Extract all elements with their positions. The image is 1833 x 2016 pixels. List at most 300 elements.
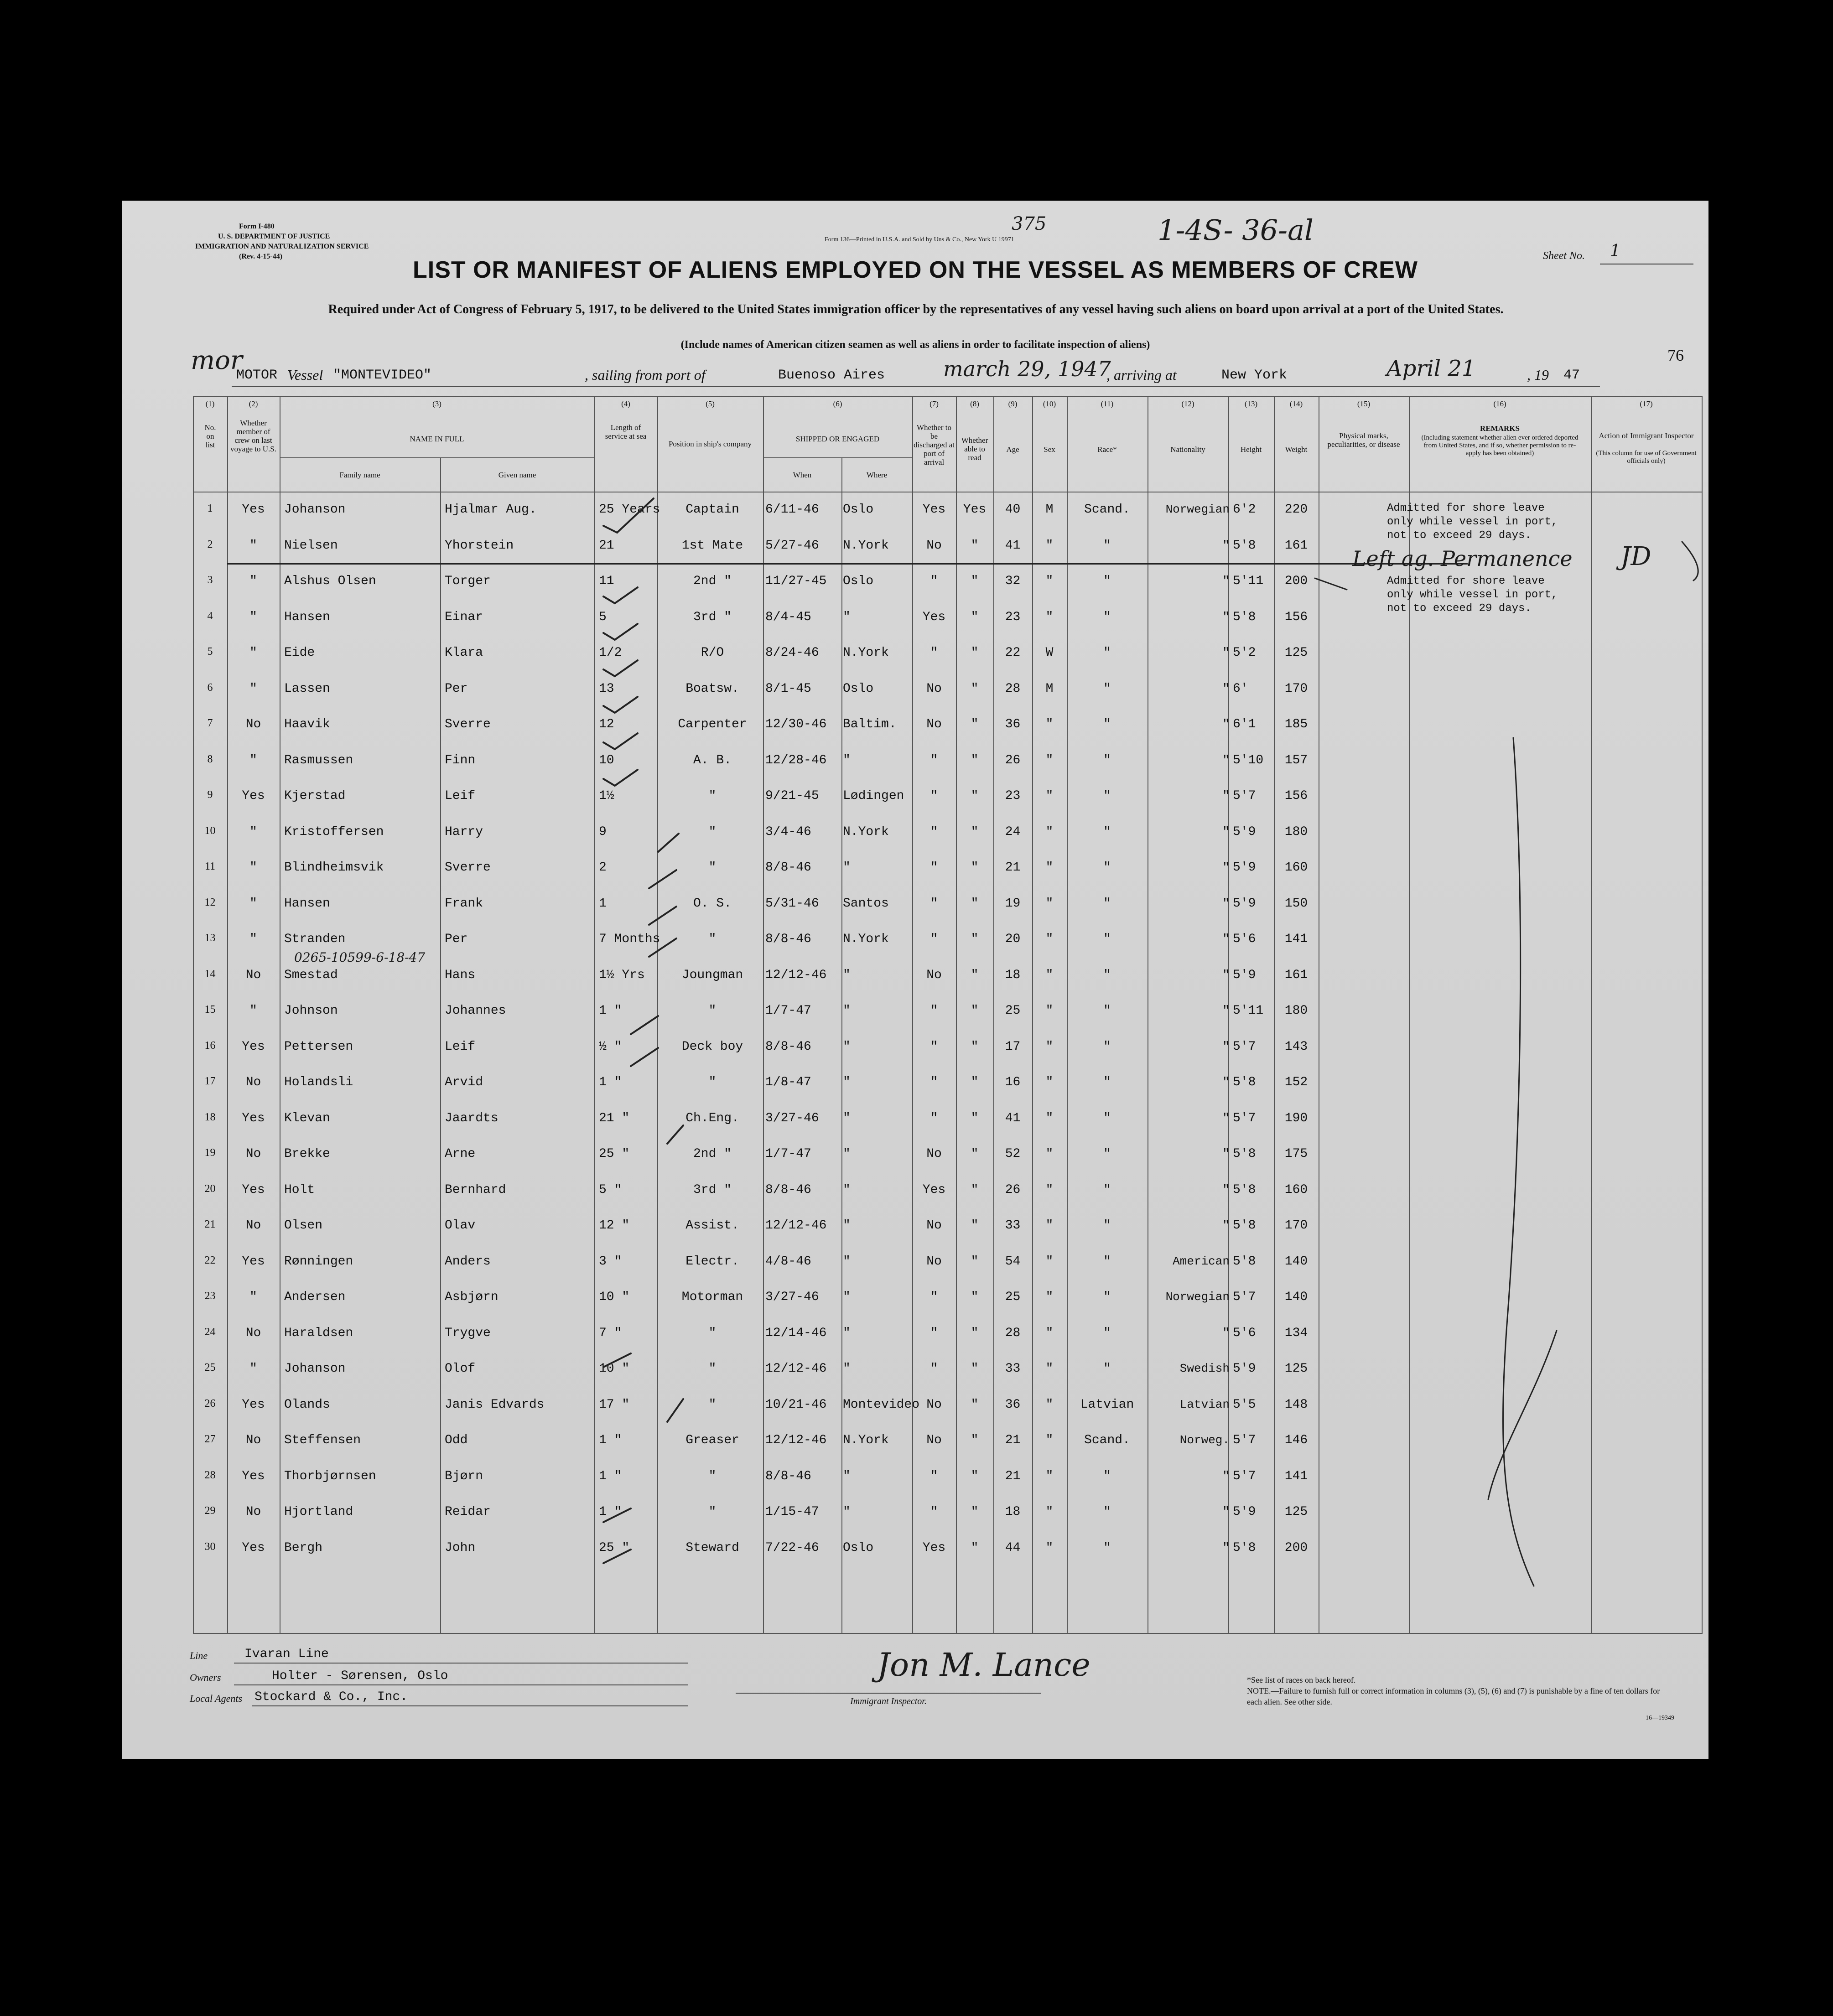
cell-row-number: 30	[204, 1540, 216, 1553]
cell-race: "	[1103, 824, 1111, 839]
cell-height: 5'7	[1233, 1039, 1256, 1054]
cell-age: 36	[1005, 717, 1021, 731]
sailing-label: , sailing from port of	[585, 367, 706, 383]
cell-last-voyage: Yes	[242, 1254, 265, 1269]
cell-sex: "	[1045, 860, 1054, 875]
cell-nationality: "	[1222, 1540, 1230, 1555]
crew-table	[193, 396, 1703, 1634]
cell-given-name: Trygve	[445, 1326, 491, 1340]
cell-race: Latvian	[1080, 1397, 1134, 1412]
cell-able-to-read: Yes	[963, 503, 987, 517]
cell-length-service: 25 "	[599, 1540, 630, 1555]
cell-discharged: "	[930, 932, 938, 946]
cell-given-name: Klara	[445, 646, 483, 660]
cell-row-number: 11	[204, 860, 216, 872]
cell-discharged: No	[926, 968, 942, 982]
cell-race: "	[1103, 968, 1111, 982]
cell-discharged: No	[926, 717, 942, 731]
cell-able-to-read: "	[971, 717, 979, 731]
cell-race: "	[1103, 1254, 1111, 1269]
include-note: (Include names of American citizen seamen as well as aliens in order to facilitate inspection of aliens)	[680, 339, 1150, 351]
cell-height: 5'7	[1233, 1111, 1256, 1125]
header-nationality: Nationality	[1170, 445, 1205, 454]
cell-shipped-when: 12/12-46	[765, 1433, 827, 1447]
cell-length-service: 5	[599, 610, 607, 624]
cell-family-name: Pettersen	[284, 1039, 353, 1054]
cell-family-name: Hansen	[284, 610, 330, 624]
cell-last-voyage: Yes	[242, 1182, 265, 1197]
col-num: (14)	[1289, 399, 1303, 408]
cell-length-service: 7 "	[599, 1326, 622, 1340]
cell-last-voyage: "	[249, 1004, 257, 1018]
cell-given-name: Harry	[445, 824, 483, 839]
cell-last-voyage: Yes	[242, 1540, 265, 1555]
cell-length-service: 1 "	[599, 1469, 622, 1483]
cell-last-voyage: No	[245, 717, 261, 731]
cell-sex: "	[1045, 1182, 1054, 1197]
cell-race: "	[1103, 1290, 1111, 1304]
cell-last-voyage: "	[249, 646, 257, 660]
cell-shipped-when: 12/28-46	[765, 753, 827, 767]
header-action-inspector: Action of Immigrant Inspector	[1599, 431, 1694, 440]
cell-length-service: 12	[599, 717, 614, 731]
cell-height: 5'7	[1233, 1433, 1256, 1447]
cell-length-service: 2	[599, 860, 607, 875]
cell-position: "	[708, 1469, 717, 1483]
cell-length-service: 17 "	[599, 1397, 630, 1412]
cell-shipped-where: Baltim.	[843, 717, 897, 731]
cell-age: 19	[1005, 896, 1021, 911]
cell-given-name: Leif	[445, 1039, 476, 1054]
cell-last-voyage: Yes	[242, 1039, 265, 1054]
cell-shipped-when: 12/12-46	[765, 968, 827, 982]
cell-sex: "	[1045, 1540, 1054, 1555]
col-num: (12)	[1181, 399, 1194, 408]
cell-age: 41	[1005, 1111, 1021, 1125]
cell-family-name: Johnson	[284, 1004, 338, 1018]
cell-sex: "	[1045, 1397, 1054, 1412]
header-length-service: Length of service at sea	[605, 423, 647, 441]
check-marks	[193, 396, 1703, 1634]
cell-age: 40	[1005, 503, 1021, 517]
cell-shipped-where: "	[843, 1111, 851, 1125]
cell-row-number: 10	[204, 824, 216, 837]
cell-race: "	[1103, 1075, 1111, 1089]
cell-shipped-when: 8/8-46	[765, 932, 811, 946]
cell-height: 6'	[1233, 681, 1248, 696]
cell-discharged: No	[926, 1433, 942, 1447]
cell-discharged: "	[930, 753, 938, 767]
cell-length-service: 1	[599, 896, 607, 911]
cell-discharged: No	[926, 1397, 942, 1412]
header-race: Race*	[1097, 445, 1117, 454]
cell-last-voyage: "	[249, 1362, 257, 1376]
cell-family-name: Brekke	[284, 1147, 330, 1161]
cell-shipped-where: Montevideo	[843, 1397, 920, 1412]
cell-nationality: "	[1222, 789, 1230, 803]
cell-given-name: Asbjørn	[445, 1290, 498, 1304]
cell-shipped-where: "	[843, 968, 851, 982]
cell-age: 23	[1005, 610, 1021, 624]
header-weight: Weight	[1285, 445, 1308, 454]
cell-length-service: 7 Months	[599, 932, 660, 946]
cell-last-voyage: "	[249, 610, 257, 624]
cell-position: R/O	[701, 646, 724, 660]
cell-nationality: "	[1222, 1326, 1230, 1340]
cell-age: 32	[1005, 574, 1021, 588]
cell-height: 6'1	[1233, 717, 1256, 731]
cell-race: "	[1103, 681, 1111, 696]
cell-given-name: Bernhard	[445, 1182, 506, 1197]
departure-date: march 29, 1947	[943, 357, 1111, 381]
col-num: (2)	[249, 399, 258, 408]
cell-weight: 220	[1284, 503, 1308, 517]
vessel-label: Vessel	[287, 367, 323, 383]
cell-race: "	[1103, 753, 1111, 767]
cell-position: Assist.	[685, 1218, 739, 1233]
cell-given-name: John	[445, 1540, 476, 1555]
cell-length-service: 10 "	[599, 1290, 630, 1304]
cell-discharged: "	[930, 1469, 938, 1483]
cell-discharged: "	[930, 646, 938, 660]
cell-nationality: Norweg.	[1179, 1433, 1230, 1447]
cell-given-name: Per	[445, 932, 468, 946]
cell-last-voyage: "	[249, 932, 257, 946]
cell-race: "	[1103, 1362, 1111, 1376]
cell-length-service: 21	[599, 538, 614, 553]
cell-length-service: 1 "	[599, 1075, 622, 1089]
cell-family-name: Olands	[284, 1397, 330, 1412]
cell-sex: "	[1045, 1004, 1054, 1018]
cell-able-to-read: "	[971, 1362, 979, 1376]
cell-nationality: "	[1222, 717, 1230, 731]
cell-sex: "	[1045, 1326, 1054, 1340]
cell-able-to-read: "	[971, 968, 979, 982]
page-number: 76	[1667, 346, 1684, 364]
cell-shipped-where: N.York	[843, 932, 889, 946]
form-number: Form I-480	[239, 223, 275, 230]
cell-given-name: Hjalmar Aug.	[445, 503, 537, 517]
cell-shipped-where: "	[843, 1505, 851, 1519]
cell-race: "	[1103, 538, 1111, 553]
cell-family-name: Bergh	[284, 1540, 323, 1555]
cell-able-to-read: "	[971, 789, 979, 803]
agents-value: Stockard & Co., Inc.	[254, 1690, 408, 1704]
year: 47	[1563, 368, 1580, 383]
remark-row1: Admitted for shore leave only while vessel in port, not to exceed 29 days.	[1387, 502, 1558, 542]
cell-length-service: 13	[599, 681, 614, 696]
cell-family-name: Steffensen	[284, 1433, 361, 1447]
cell-nationality: "	[1222, 1039, 1230, 1053]
cell-height: 5'8	[1233, 1540, 1256, 1555]
cell-nationality: "	[1222, 1469, 1230, 1483]
cell-shipped-where: N.York	[843, 538, 889, 553]
cell-last-voyage: "	[249, 753, 257, 767]
cell-position: "	[708, 789, 717, 803]
cell-position: Greaser	[685, 1433, 739, 1447]
cell-weight: 148	[1284, 1397, 1308, 1412]
cell-weight: 157	[1284, 753, 1308, 767]
cell-position: Joungman	[681, 968, 743, 982]
cell-weight: 125	[1284, 1505, 1308, 1519]
cell-row-number: 14	[204, 968, 216, 980]
inspector-initials: JD	[1620, 542, 1651, 571]
header-no-on-list: No. on list	[204, 423, 216, 449]
cell-family-name: Kjerstad	[284, 789, 346, 803]
cell-shipped-when: 12/12-46	[765, 1218, 827, 1233]
cell-weight: 161	[1284, 538, 1308, 553]
cell-row-number: 3	[207, 574, 213, 586]
cell-row-number: 12	[204, 896, 216, 908]
cell-position: Steward	[685, 1540, 739, 1555]
cell-sex: "	[1045, 610, 1054, 624]
cell-position: Ch.Eng.	[685, 1111, 739, 1125]
cell-race: "	[1103, 1505, 1111, 1519]
cell-able-to-read: "	[971, 1039, 979, 1054]
cell-height: 5'11	[1233, 1004, 1264, 1018]
cell-shipped-when: 8/4-45	[765, 610, 811, 624]
remark-row2-handwritten: Left ag. Permanence	[1352, 546, 1573, 571]
cell-length-service: 5 "	[599, 1182, 622, 1197]
cell-family-name: Hjortland	[284, 1505, 353, 1519]
cell-family-name: Holt	[284, 1182, 315, 1197]
cell-shipped-when: 12/12-46	[765, 1362, 827, 1376]
cell-sex: "	[1045, 717, 1054, 731]
cell-family-name: Olsen	[284, 1218, 323, 1233]
handwritten-small-number: 375	[1012, 213, 1047, 234]
cell-weight: 141	[1284, 932, 1308, 946]
cell-row-number: 28	[204, 1469, 216, 1481]
cell-discharged: "	[930, 1075, 938, 1089]
col-num: (9)	[1008, 399, 1018, 408]
cell-height: 5'10	[1233, 753, 1264, 767]
cell-age: 17	[1005, 1039, 1021, 1054]
cell-sex: "	[1045, 538, 1054, 553]
col-num: (3)	[432, 399, 441, 408]
cell-last-voyage: No	[245, 1075, 261, 1089]
cell-last-voyage: No	[245, 1505, 261, 1519]
revision: (Rev. 4-15-44)	[239, 253, 283, 260]
cell-nationality: "	[1222, 1111, 1230, 1125]
cell-weight: 141	[1284, 1469, 1308, 1483]
cell-row-number: 20	[204, 1182, 216, 1195]
header-remarks-note: (Including statement whether alien ever ordered deported from United States, and if so, whether permission to re-apply has been obtained)	[1421, 434, 1579, 457]
cell-race: "	[1103, 610, 1111, 624]
cell-nationality: "	[1222, 1505, 1230, 1518]
cell-nationality: "	[1222, 1147, 1230, 1161]
cell-race: "	[1103, 860, 1111, 875]
cell-row-number: 6	[207, 681, 213, 694]
cell-row-number: 19	[204, 1147, 216, 1159]
cell-family-name: Johanson	[284, 1362, 346, 1376]
cell-able-to-read: "	[971, 860, 979, 875]
cell-age: 44	[1005, 1540, 1021, 1555]
cell-length-service: 3 "	[599, 1254, 622, 1269]
cell-last-voyage: "	[249, 824, 257, 839]
cell-height: 5'8	[1233, 610, 1256, 624]
col-num: (1)	[205, 399, 215, 408]
cell-shipped-where: "	[843, 753, 851, 767]
cell-weight: 170	[1284, 1218, 1308, 1233]
cell-shipped-where: "	[843, 1218, 851, 1233]
cell-age: 20	[1005, 932, 1021, 946]
cell-height: 5'8	[1233, 1147, 1256, 1161]
cell-given-name: Sverre	[445, 860, 491, 875]
cell-sex: "	[1045, 824, 1054, 839]
cell-row-number: 21	[204, 1218, 216, 1230]
cell-race: Scand.	[1084, 503, 1130, 517]
fine-note: NOTE.—Failure to furnish full or correct information in columns (3), (5), (6) and (7) is punishable by a fine of ten dollars for each alien. See other side.	[1247, 1686, 1660, 1706]
races-note: *See list of races on back hereof.	[1247, 1675, 1356, 1684]
arrival-date: April 21	[1386, 356, 1476, 381]
cell-length-service: ½ "	[599, 1039, 622, 1054]
cell-discharged: "	[930, 860, 938, 875]
cell-length-service: 25 "	[599, 1147, 630, 1161]
cell-height: 5'8	[1233, 1075, 1256, 1089]
cell-sex: M	[1045, 681, 1054, 696]
cell-sex: M	[1045, 503, 1054, 517]
cell-position: "	[708, 1362, 717, 1376]
cell-row-number: 1	[207, 503, 213, 514]
cell-last-voyage: No	[245, 1326, 261, 1340]
cell-family-name: Thorbjørnsen	[284, 1469, 376, 1483]
cell-shipped-when: 8/8-46	[765, 1039, 811, 1054]
cell-height: 5'8	[1233, 1218, 1256, 1233]
cell-discharged: "	[930, 574, 938, 588]
cell-able-to-read: "	[971, 1147, 979, 1161]
cell-nationality: "	[1222, 610, 1230, 624]
cell-last-voyage: No	[245, 968, 261, 982]
col-num: (13)	[1244, 399, 1258, 408]
cell-race: "	[1103, 1540, 1111, 1555]
cell-shipped-when: 8/8-46	[765, 1182, 811, 1197]
cell-height: 5'11	[1233, 574, 1264, 588]
cell-given-name: Odd	[445, 1433, 468, 1447]
cell-weight: 150	[1284, 896, 1308, 911]
cell-row-number: 17	[204, 1075, 216, 1087]
cell-sex: "	[1045, 1505, 1054, 1519]
cell-race: "	[1103, 1111, 1111, 1125]
cell-given-name: Torger	[445, 574, 491, 588]
cell-able-to-read: "	[971, 1469, 979, 1483]
cell-shipped-where: "	[843, 1290, 851, 1304]
cell-last-voyage: "	[249, 860, 257, 875]
remark-row3: Admitted for shore leave only while vessel in port, not to exceed 29 days.	[1387, 575, 1558, 615]
cell-shipped-where: "	[843, 1182, 851, 1197]
cell-row-number: 8	[207, 753, 213, 765]
cell-weight: 180	[1284, 824, 1308, 839]
handwritten-code: 1-4S- 36-al	[1158, 213, 1314, 247]
cell-race: "	[1103, 1004, 1111, 1018]
cell-shipped-when: 12/30-46	[765, 717, 827, 731]
cell-shipped-where: "	[843, 1147, 851, 1161]
cell-weight: 152	[1284, 1075, 1308, 1089]
cell-height: 5'8	[1233, 1182, 1256, 1197]
col-num: (11)	[1101, 399, 1114, 408]
cell-age: 24	[1005, 824, 1021, 839]
cell-able-to-read: "	[971, 1326, 979, 1340]
cell-length-service: 1 "	[599, 1505, 622, 1519]
header-remarks: REMARKS	[1480, 424, 1520, 433]
cell-discharged: "	[930, 789, 938, 803]
cell-sex: "	[1045, 1147, 1054, 1161]
agents-label: Local Agents	[190, 1693, 243, 1704]
cell-position: 3rd "	[693, 1182, 732, 1197]
cell-family-name: Nielsen	[284, 538, 338, 553]
cell-able-to-read: "	[971, 538, 979, 553]
cell-race: "	[1103, 1182, 1111, 1197]
cell-family-name: Hansen	[284, 896, 330, 911]
cell-nationality: "	[1222, 538, 1230, 552]
cell-height: 5'6	[1233, 1326, 1256, 1340]
cell-family-name: Smestad	[284, 968, 338, 982]
cell-position: O. S.	[693, 896, 732, 911]
cell-last-voyage: Yes	[242, 503, 265, 517]
cell-discharged: Yes	[922, 1540, 946, 1555]
cell-height: 5'8	[1233, 538, 1256, 553]
cell-position: A. B.	[693, 753, 732, 767]
cell-shipped-when: 5/31-46	[765, 896, 819, 911]
cell-row-number: 25	[204, 1362, 216, 1373]
cell-weight: 200	[1284, 574, 1308, 588]
cell-sex: "	[1045, 1075, 1054, 1089]
cell-position: 2nd "	[693, 1147, 732, 1161]
cell-shipped-where: Lødingen	[843, 789, 904, 803]
cell-shipped-where: "	[843, 1075, 851, 1089]
cell-length-service: 9	[599, 824, 607, 839]
cell-weight: 185	[1284, 717, 1308, 731]
cell-position: "	[708, 860, 717, 875]
col-num: (4)	[621, 399, 630, 408]
col-num: (5)	[706, 399, 715, 408]
manifest-sheet	[122, 201, 1708, 1759]
cell-age: 33	[1005, 1362, 1021, 1376]
cell-weight: 140	[1284, 1254, 1308, 1269]
page-title: LIST OR MANIFEST OF ALIENS EMPLOYED ON THE VESSEL AS MEMBERS OF CREW	[413, 257, 1418, 283]
cell-race: "	[1103, 717, 1111, 731]
cell-shipped-when: 8/8-46	[765, 1469, 811, 1483]
cell-shipped-where: "	[843, 1326, 851, 1340]
cell-discharged: "	[930, 824, 938, 839]
cell-position: Boatsw.	[685, 681, 739, 696]
header-name-in-full: NAME IN FULL	[410, 435, 464, 443]
cell-age: 25	[1005, 1004, 1021, 1018]
cell-shipped-where: Oslo	[843, 1540, 874, 1555]
cell-discharged: "	[930, 896, 938, 911]
cell-sex: "	[1045, 1039, 1054, 1054]
cell-shipped-where: "	[843, 610, 851, 624]
cell-weight: 200	[1284, 1540, 1308, 1555]
cell-given-name: Hans	[445, 968, 476, 982]
inspector-signature: Jon M. Lance	[877, 1646, 1090, 1684]
header-physical-marks: Physical marks, peculiarities, or disease	[1327, 431, 1400, 449]
cell-given-name: Arvid	[445, 1075, 483, 1089]
cell-age: 36	[1005, 1397, 1021, 1412]
cell-weight: 134	[1284, 1326, 1308, 1340]
cell-weight: 156	[1284, 789, 1308, 803]
cell-nationality: "	[1222, 968, 1230, 982]
cell-height: 5'7	[1233, 789, 1256, 803]
line-value: Ivaran Line	[244, 1647, 329, 1661]
cell-able-to-read: "	[971, 753, 979, 767]
cell-age: 52	[1005, 1147, 1021, 1161]
cell-length-service: 1 "	[599, 1433, 622, 1447]
cell-weight: 125	[1284, 646, 1308, 660]
cell-race: "	[1103, 1039, 1111, 1054]
cell-family-name: Holandsli	[284, 1075, 353, 1089]
cell-row-number: 4	[207, 610, 213, 622]
cell-sex: "	[1045, 789, 1054, 803]
